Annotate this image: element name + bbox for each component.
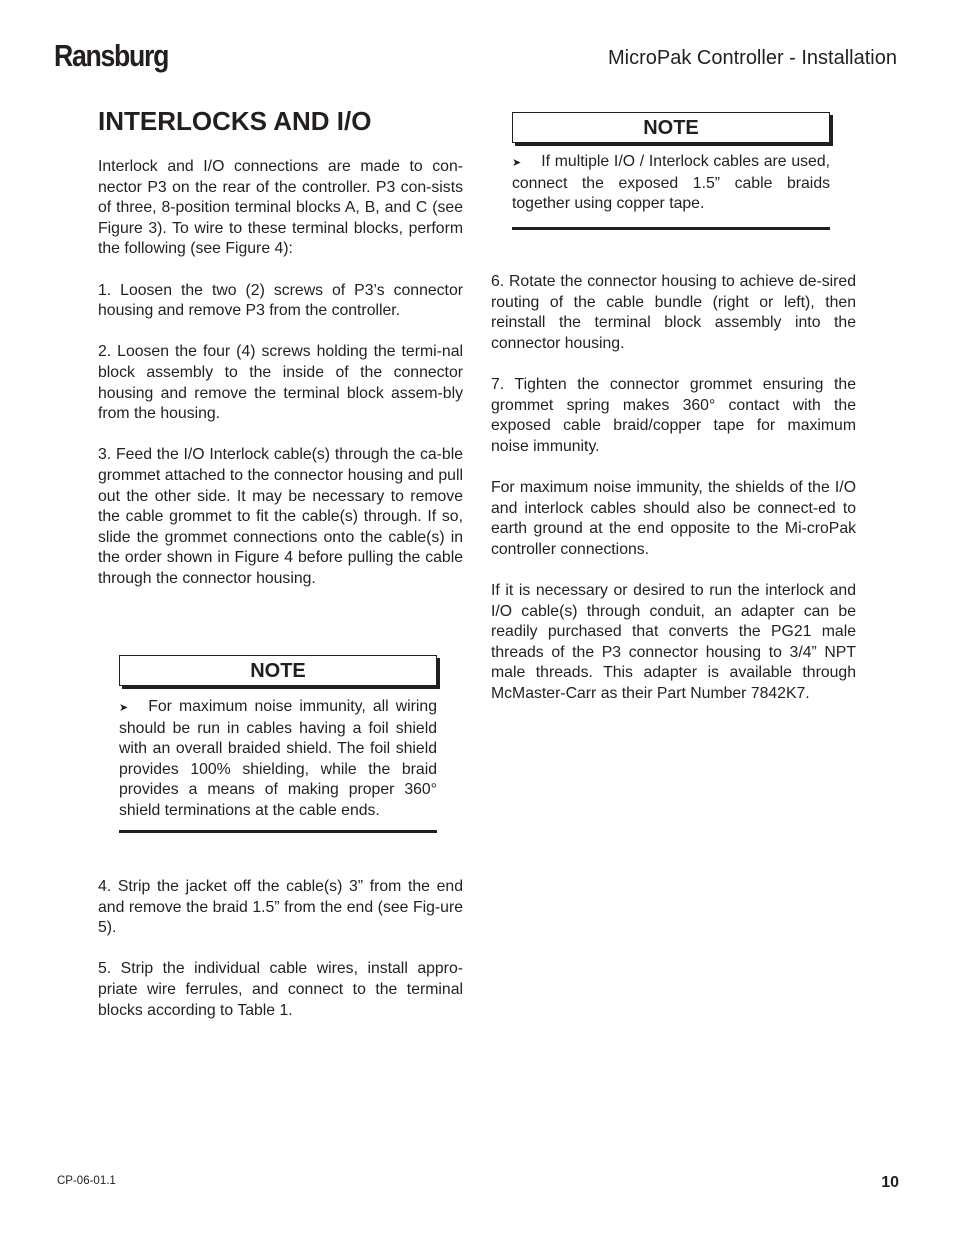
- bullet-arrow-icon: ➤: [512, 157, 522, 169]
- step-5: 5. Strip the individual cable wires, install appro-priate wire ferrules, and connect to the terminal blocks according to Table 1.: [98, 960, 463, 1019]
- note-left-body: [119, 697, 437, 833]
- bullet-arrow-icon: ➤: [119, 702, 129, 714]
- note-left-label: NOTE: [119, 655, 437, 686]
- note-right-body: [512, 152, 830, 230]
- note-left-text: For maximum noise immunity, all wiring should be run in cables having a foil shield with an overall braided shield. The foil shield provides 100% shielding, while the braid provides a means of making proper 360° shield terminations at the cable ends.: [119, 698, 437, 819]
- step-7: 7. Tighten the connector grommet ensuring the grommet spring makes 360° contact with the exposed cable braid/copper tape for maximum noise immunity.: [491, 375, 856, 455]
- step-3: 3. Feed the I/O Interlock cable(s) through the ca-ble grommet attached to the connector housing and pull out the other side. It may be necessary to remove the cable grommet to fit the cable(s) through. If so, slide the grommet connections onto the cable(s) in the order shown in Figure 4 before pulling the cable through the connector housing.: [98, 446, 463, 587]
- left-column-top: [98, 157, 463, 610]
- shield-paragraph: For maximum noise immunity, the shields of the I/O and interlock cables should also be connect-ed to earth ground at the end opposite to the Mi-croPak controller connections.: [491, 478, 856, 558]
- step-6: 6. Rotate the connector housing to achieve de-sired routing of the cable bundle (right or left), then reinstall the terminal block assembly into the connector housing.: [491, 273, 856, 352]
- step-4: 4. Strip the jacket off the cable(s) 3” from the end and remove the braid 1.5” from the end (see Fig-ure 5).: [98, 878, 463, 937]
- note-right-label: NOTE: [512, 112, 830, 143]
- footer-doc-code: CP-06-01.1: [57, 1175, 116, 1187]
- right-column: [491, 272, 856, 725]
- conduit-paragraph: If it is necessary or desired to run the interlock and I/O cable(s) through conduit, an adapter can be readily purchased that converts the PG21 male threads of the P3 connector housing to 3/4” NPT male threads. This adapter is available through McMaster-Carr as their Part Number 7842K7.: [491, 581, 856, 702]
- left-column-bottom: [98, 877, 463, 1042]
- intro-paragraph: Interlock and I/O connections are made to con-nector P3 on the rear of the controller. P3 con-sists of three, 8-position terminal blocks A, B, and C (see Figure 3). To wire to these terminal blocks, perform the following (see Figure 4):: [98, 158, 463, 258]
- step-2: 2. Loosen the four (4) screws holding the termi-nal block assembly to the inside of the connector housing and remove the terminal block assem-bly from the housing.: [98, 343, 463, 423]
- note-right: [512, 112, 830, 230]
- page-number: 10: [881, 1174, 899, 1191]
- note-right-text: If multiple I/O / Interlock cables are used, connect the exposed 1.5” cable braids together using copper tape.: [512, 153, 830, 213]
- document-title: MicroPak Controller - Installation: [608, 47, 897, 69]
- brand-logo: Ransburg: [54, 38, 169, 73]
- section-heading: INTERLOCKS AND I/O: [98, 106, 372, 136]
- step-1: 1. Loosen the two (2) screws of P3’s connector housing and remove P3 from the controller.: [98, 281, 463, 320]
- note-left: [119, 655, 437, 833]
